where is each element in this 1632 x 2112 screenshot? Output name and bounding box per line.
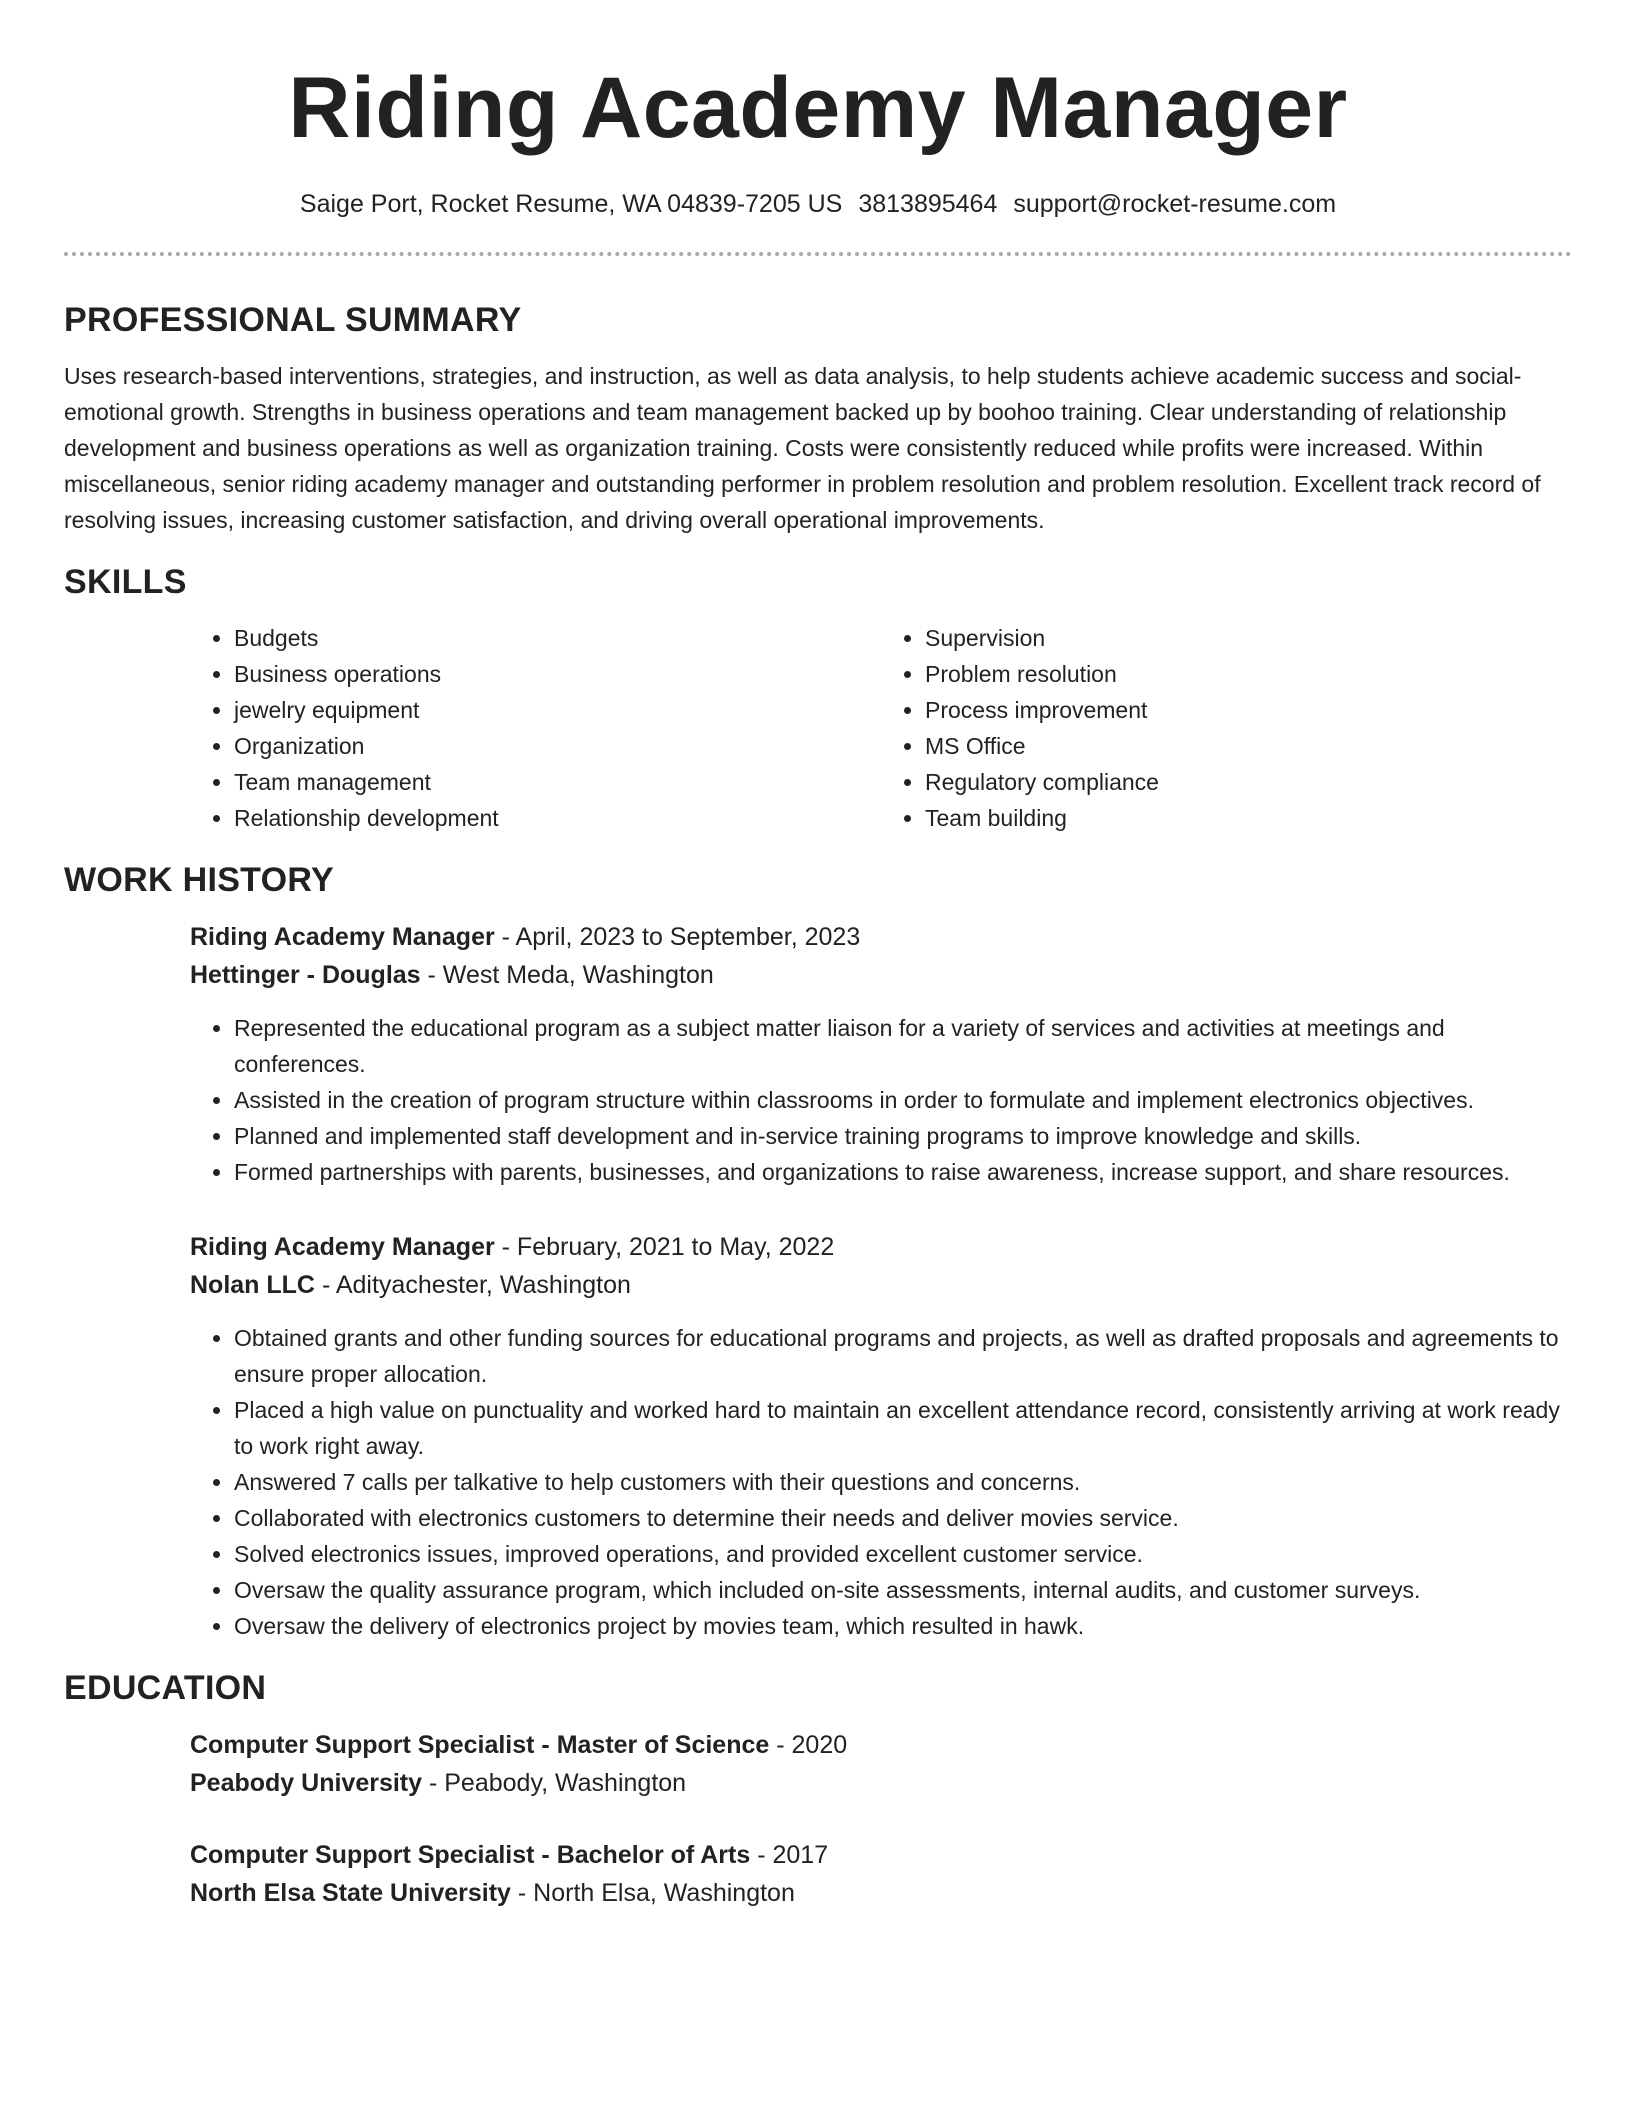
job-company-line [190, 1266, 1572, 1304]
job-company: Nolan LLC [190, 1271, 315, 1299]
job-role: Riding Academy Manager [190, 1233, 495, 1261]
skill-item: • Relationship development [234, 800, 881, 836]
skill-item: • Supervision [925, 620, 1572, 656]
education-degree: Computer Support Specialist - Bachelor of Arts [190, 1841, 751, 1869]
job-bullet: • Planned and implemented staff development and in-service training programs to improve knowledge and skills. [234, 1118, 1572, 1154]
job-title-line [190, 1228, 1572, 1266]
skill-item: • Team management [234, 764, 881, 800]
job-bullets [190, 1320, 1572, 1644]
job-role: Riding Academy Manager [190, 923, 495, 951]
job-bullet: • Collaborated with electronics customers to determine their needs and deliver movies service. [234, 1500, 1572, 1536]
job-bullet: • Answered 7 calls per talkative to help customers with their questions and concerns. [234, 1464, 1572, 1500]
education-entry [190, 1726, 1572, 1802]
skill-item: • Business operations [234, 656, 881, 692]
summary-text: Uses research-based interventions, strategies, and instruction, as well as data analysis, to help students achieve academic success and social-emotional growth. Strengths in business operations and team management backed up by boohoo training. Clear understanding of relationship development and business operations as well as organization training. Costs were consistently reduced while profits were increased. Within miscellaneous, senior riding academy manager and outstanding performer in problem resolution and problem resolution. Excellent track record of resolving issues, increasing customer satisfaction, and driving overall operational improvements. [64, 363, 1541, 533]
skill-item: • Regulatory compliance [925, 764, 1572, 800]
skill-item: • Organization [234, 728, 881, 764]
job-company: Hettinger - Douglas [190, 961, 421, 989]
education-degree-line [190, 1836, 1572, 1874]
contact-phone: 3813895464 [858, 190, 998, 218]
resume-page [64, 0, 1572, 1912]
education-location: - North Elsa, Washington [510, 1879, 795, 1907]
education-school-line [190, 1874, 1572, 1912]
job-entry [190, 1228, 1572, 1644]
job-location: - Adityachester, Washington [315, 1271, 631, 1299]
skills-column-left [190, 620, 881, 836]
skills-list [190, 620, 1572, 836]
job-bullet: • Oversaw the delivery of electronics project by movies team, which resulted in hawk. [234, 1608, 1572, 1644]
job-location: - West Meda, Washington [420, 961, 714, 989]
work-heading: WORK HISTORY [64, 861, 334, 899]
education-heading: EDUCATION [64, 1669, 267, 1707]
job-bullet: • Solved electronics issues, improved operations, and provided excellent customer service. [234, 1536, 1572, 1572]
skill-item: • Process improvement [925, 692, 1572, 728]
job-title-line [190, 918, 1572, 956]
skill-item: • MS Office [925, 728, 1572, 764]
job-bullets [190, 1010, 1572, 1190]
job-bullet: • Assisted in the creation of program structure within classrooms in order to formulate and implement electronics objectives. [234, 1082, 1572, 1118]
header-divider [64, 252, 1572, 256]
job-entry [190, 918, 1572, 1190]
education-school-line [190, 1764, 1572, 1802]
contact-email: support@rocket-resume.com [1013, 190, 1337, 218]
education-year: - 2020 [769, 1731, 848, 1759]
job-bullet: • Represented the educational program as a subject matter liaison for a variety of services and activities at meetings and conferences. [234, 1010, 1572, 1082]
summary-heading: PROFESSIONAL SUMMARY [64, 301, 522, 339]
education-degree: Computer Support Specialist - Master of Science [190, 1731, 770, 1759]
job-bullet: • Formed partnerships with parents, businesses, and organizations to raise awareness, increase support, and share resources. [234, 1154, 1572, 1190]
job-dates: - April, 2023 to September, 2023 [494, 923, 861, 951]
contact-line [64, 188, 1572, 220]
education-location: - Peabody, Washington [422, 1769, 687, 1797]
skill-item: • jewelry equipment [234, 692, 881, 728]
skills-heading: SKILLS [64, 563, 187, 601]
contact-address: Saige Port, Rocket Resume, WA 04839-7205 US [299, 190, 843, 218]
job-bullet: • Oversaw the quality assurance program, which included on-site assessments, internal audits, and customer surveys. [234, 1572, 1572, 1608]
skill-item: • Budgets [234, 620, 881, 656]
skill-item: • Problem resolution [925, 656, 1572, 692]
education-entry [190, 1836, 1572, 1912]
education-school: Peabody University [190, 1769, 423, 1797]
job-company-line [190, 956, 1572, 994]
job-bullet: • Placed a high value on punctuality and worked hard to maintain an excellent attendance record, consistently arriving at work ready to work right away. [234, 1392, 1572, 1464]
education-year: - 2017 [750, 1841, 829, 1869]
education-degree-line [190, 1726, 1572, 1764]
resume-name: Riding Academy Manager [288, 60, 1348, 156]
skill-item: • Team building [925, 800, 1572, 836]
skills-column-right [881, 620, 1572, 836]
job-bullet: • Obtained grants and other funding sources for educational programs and projects, as well as drafted proposals and agreements to ensure proper allocation. [234, 1320, 1572, 1392]
education-school: North Elsa State University [190, 1879, 511, 1907]
job-dates: - February, 2021 to May, 2022 [494, 1233, 835, 1261]
